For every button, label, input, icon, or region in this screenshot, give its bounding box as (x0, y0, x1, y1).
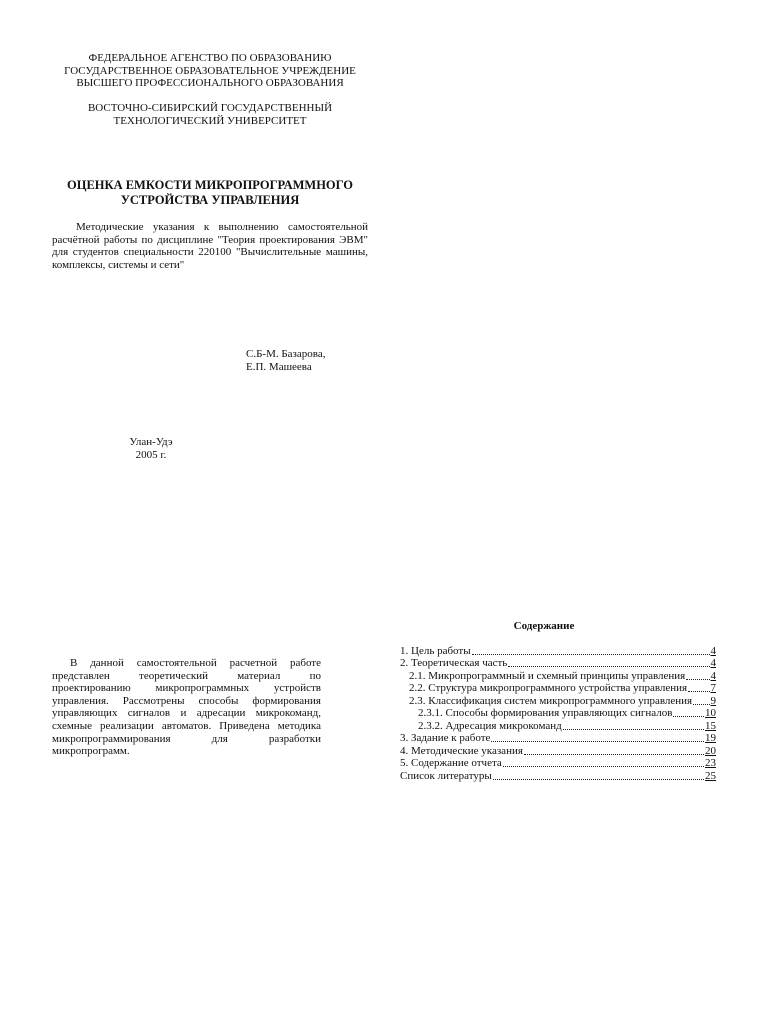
city: Улан-Удэ (129, 436, 173, 448)
toc-entry-title: 2. Теоретическая часть (400, 657, 508, 670)
toc-entry-page: 4 (710, 657, 716, 670)
toc-dot-leader (472, 654, 710, 655)
toc-dot-leader (688, 691, 709, 692)
toc-entry-title: 5. Содержание отчета (400, 757, 502, 770)
authors (246, 348, 325, 373)
toc-entry-title: 2.3. Классификация систем микропрограммного управления (409, 694, 693, 707)
toc-entry-page: 4 (710, 644, 716, 657)
toc-entry-title: Список литературы (400, 769, 492, 782)
toc-entry-title: 4. Методические указания (400, 744, 523, 757)
toc-entry (400, 695, 716, 708)
toc-entry-page: 19 (705, 732, 716, 745)
university-name (52, 102, 368, 127)
document-description: Методические указания к выполнению самостоятельной расчётной работы по дисциплине "Теория проектирования ЭВМ" для студентов специальности 220100 "Вычислительные машины, комплексы, системы и сети" (52, 221, 368, 271)
toc-entry-page: 7 (710, 682, 716, 695)
agency-line: ВЫСШЕГО ПРОФЕССИОНАЛЬНОГО ОБРАЗОВАНИЯ (76, 77, 344, 90)
university-line: ВОСТОЧНО-СИБИРСКИЙ ГОСУДАРСТВЕННЫЙ (87, 102, 333, 114)
title-line: ОЦЕНКА ЕМКОСТИ МИКРОПРОГРАММНОГО (67, 178, 353, 192)
toc-entry (400, 770, 716, 783)
toc-entry-page: 23 (705, 757, 716, 770)
toc-dot-leader (686, 679, 709, 680)
toc-entry (400, 733, 716, 746)
table-of-contents (400, 645, 716, 783)
toc-dot-leader (693, 704, 709, 705)
toc-entry-page: 10 (705, 707, 716, 720)
toc-entry (400, 708, 716, 721)
toc-entry-title: 3. Задание к работе (400, 732, 491, 745)
agency-header (52, 52, 368, 90)
toc-entry-title: 2.3.1. Способы формирования управляющих сигналов (418, 707, 673, 720)
university-line: ТЕХНОЛОГИЧЕСКИЙ УНИВЕРСИТЕТ (113, 114, 307, 127)
toc-entry (400, 683, 716, 696)
toc-entry-title: 1. Цель работы (400, 644, 471, 657)
agency-line: ФЕДЕРАЛЬНОЕ АГЕНСТВО ПО ОБРАЗОВАНИЮ (88, 52, 332, 64)
toc-entry (400, 720, 716, 733)
toc-entry-title: 2.1. Микропрограммный и схемный принципы управления (409, 669, 686, 682)
title-line: УСТРОЙСТВА УПРАВЛЕНИЯ (120, 192, 300, 207)
toc-dot-leader (673, 716, 704, 717)
toc-entry-title: 2.2. Структура микропрограммного устройства управления (409, 682, 688, 695)
toc-dot-leader (563, 729, 704, 730)
toc-dot-leader (508, 666, 709, 667)
toc-entry-page: 4 (710, 669, 716, 682)
abstract-text: В данной самостоятельной расчетной работе представлен теоретический материал по проектированию микропрограммных устройств управления. Рассмотрены способы формирования управляющих сигналов и адресации микрокоманд, схемные реализации автоматов. Приведена методика микропрограммирования для разработки микропрограмм. (52, 657, 321, 758)
toc-dot-leader (503, 766, 704, 767)
document-title (52, 178, 368, 207)
toc-entry-page: 25 (705, 769, 716, 782)
toc-entry (400, 645, 716, 658)
author-name: Е.П. Машеева (246, 360, 312, 373)
year: 2005 г. (135, 448, 167, 461)
toc-heading: Содержание (513, 620, 575, 632)
toc-dot-leader (493, 779, 704, 780)
publication-place-year (110, 436, 192, 461)
toc-dot-leader (491, 741, 704, 742)
toc-dot-leader (524, 754, 704, 755)
toc-entry-page: 20 (705, 744, 716, 757)
toc-entry (400, 745, 716, 758)
toc-entry (400, 758, 716, 771)
toc-entry (400, 670, 716, 683)
agency-line: ГОСУДАРСТВЕННОЕ ОБРАЗОВАТЕЛЬНОЕ УЧРЕЖДЕНИЕ (64, 64, 356, 77)
toc-entry-page: 9 (710, 694, 716, 707)
toc-entry (400, 658, 716, 671)
author-name: С.Б-М. Базарова, (246, 348, 326, 360)
toc-entry-title: 2.3.2. Адресация микрокоманд (418, 719, 562, 732)
toc-entry-page: 15 (705, 719, 716, 732)
